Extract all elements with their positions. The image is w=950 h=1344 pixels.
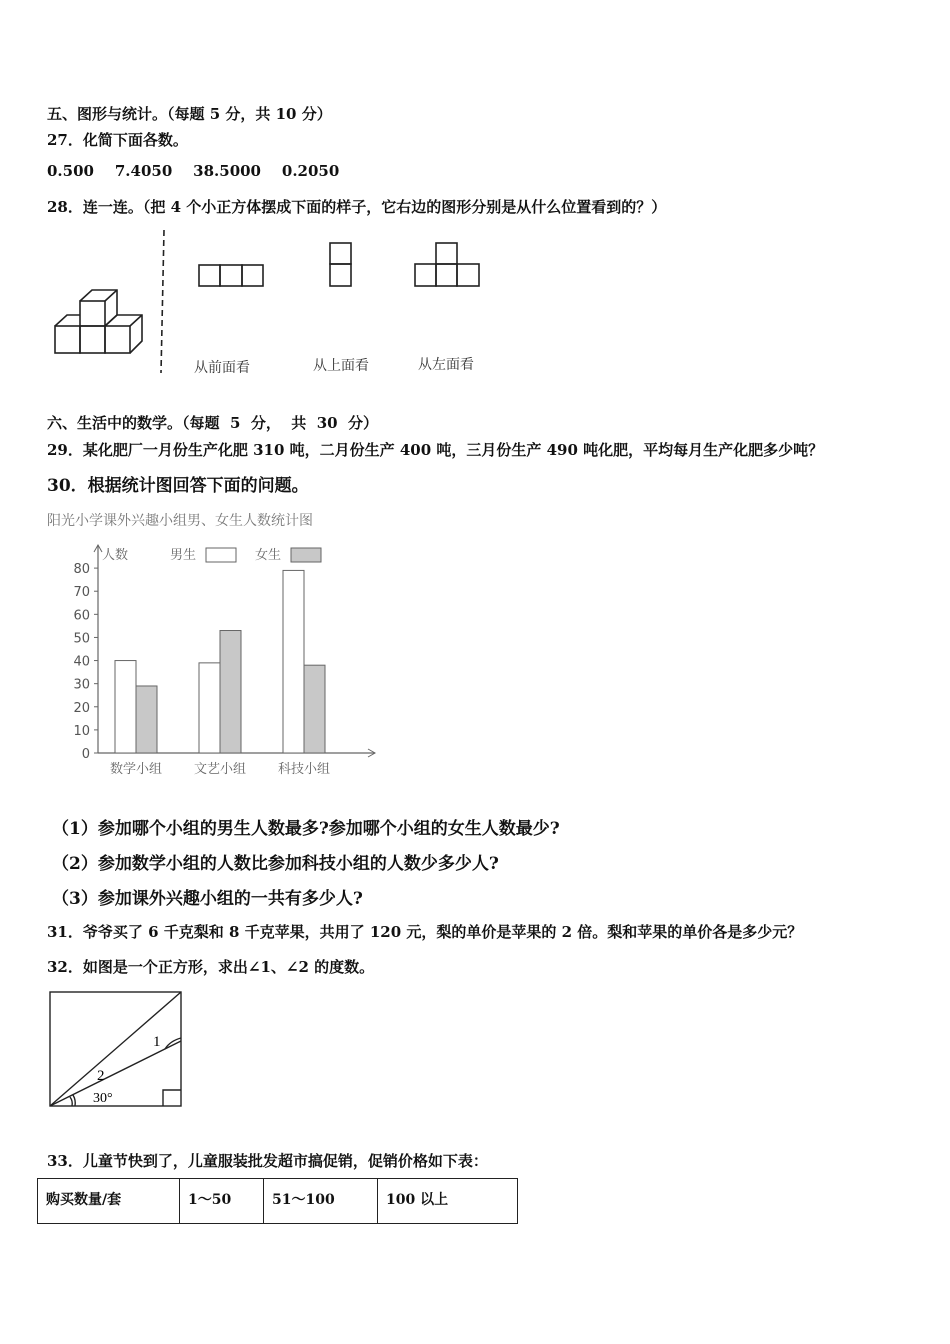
table-cell: 51～100 [264, 1179, 378, 1224]
bar-boys [283, 570, 304, 753]
q30-sub1: （1）参加哪个小组的男生人数最多?参加哪个小组的女生人数最少? [52, 819, 560, 839]
bar-girls [304, 665, 325, 753]
question-30: 30．根据统计图回答下面的问题。 [47, 476, 309, 496]
bar-boys [115, 661, 136, 753]
question-32: 32．如图是一个正方形，求出∠1、∠2 的度数。 [47, 958, 375, 976]
square-angle-figure [45, 988, 195, 1113]
category-label: 文艺小组 [193, 762, 247, 777]
section5-heading: 五、图形与统计。（每题 5 分，共 10 分） [47, 105, 332, 123]
y-axis-label: 人数 [102, 548, 129, 563]
legend-label: 男生 [170, 548, 197, 563]
y-tick-label: 0 [81, 747, 90, 762]
q27-numbers: 0.500 7.4050 38.5000 0.2050 [47, 162, 340, 180]
price-table [37, 1178, 518, 1224]
q30-sub3: （3）参加课外兴趣小组的一共有多少人? [52, 889, 363, 909]
bar-boys [199, 663, 220, 753]
label-front-view: 从前面看 [194, 360, 250, 376]
bar-girls [220, 631, 241, 753]
legend-swatch [291, 548, 321, 562]
y-tick-label: 20 [73, 700, 90, 716]
y-tick-label: 40 [73, 654, 90, 670]
angle-2-label: 2 [97, 1068, 105, 1084]
angle-30-label: 30° [93, 1091, 113, 1106]
q30-sub2: （2）参加数学小组的人数比参加科技小组的人数少多少人? [52, 854, 499, 874]
bar-girls [136, 686, 157, 753]
y-tick-label: 10 [73, 723, 90, 739]
table-cell: 购买数量/套 [38, 1179, 180, 1224]
angle-1-label: 1 [153, 1034, 161, 1050]
category-label: 数学小组 [109, 762, 163, 777]
y-tick-label: 70 [73, 585, 90, 601]
bar-chart [60, 535, 400, 785]
chart-title: 阳光小学课外兴趣小组男、女生人数统计图 [47, 513, 313, 529]
section6-heading: 六、生活中的数学。（每题 5 分， 共 30 分） [47, 414, 379, 432]
question-33: 33．儿童节快到了，儿童服装批发超市搞促销，促销价格如下表： [47, 1152, 488, 1170]
table-cell: 1～50 [180, 1179, 264, 1224]
question-27: 27．化简下面各数。 [47, 131, 188, 149]
y-tick-label: 60 [73, 608, 90, 624]
y-tick-label: 50 [73, 631, 90, 647]
category-label: 科技小组 [277, 762, 331, 777]
legend-swatch [206, 548, 236, 562]
table-row [38, 1179, 518, 1224]
table-cell: 100 以上 [378, 1179, 518, 1224]
question-28: 28．连一连。（把 4 个小正方体摆成下面的样子，它右边的图形分别是从什么位置看到的？） [47, 198, 667, 216]
y-tick-label: 80 [73, 562, 90, 578]
y-tick-label: 30 [73, 677, 90, 693]
question-31: 31．爷爷买了 6 千克梨和 8 千克苹果，共用了 120 元，梨的单价是苹果的 2 倍。梨和苹果的单价各是多少元？ [47, 923, 803, 941]
legend-label: 女生 [255, 548, 282, 563]
label-left-view: 从左面看 [418, 357, 474, 373]
label-top-view: 从上面看 [313, 358, 369, 374]
question-29: 29．某化肥厂一月份生产化肥 310 吨，二月份生产 400 吨，三月份生产 490 吨化肥，平均每月生产化肥多少吨？ [47, 441, 824, 459]
